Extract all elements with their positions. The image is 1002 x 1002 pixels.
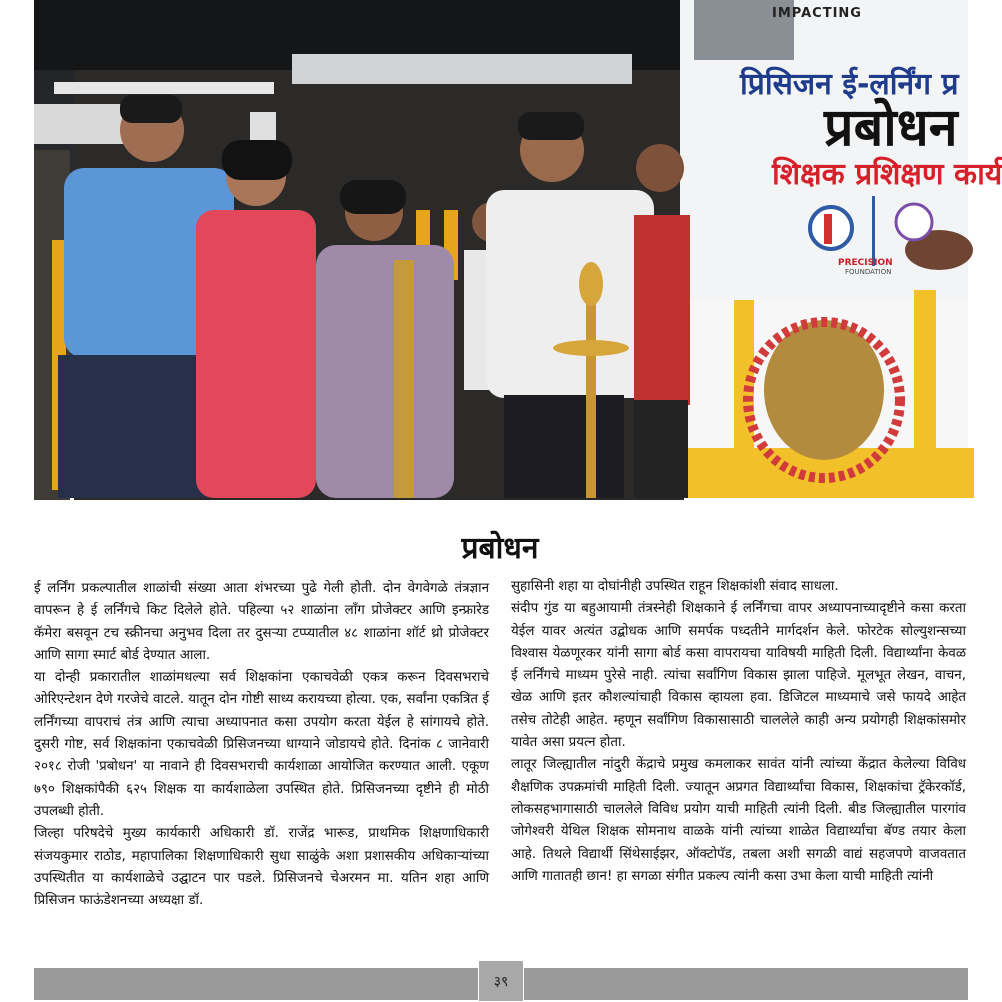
- banner-line-3: शिक्षक प्रशिक्षण कार्य: [772, 157, 1002, 192]
- paragraph: जिल्हा परिषदेचे मुख्य कार्यकारी अधिकारी डॉ. राजेंद्र भारूड, प्राथमिक शिक्षणाधिकारी संजयकुमार राठोड, महापालिका शिक्षणाधिकारी सुधा साळुंके अशा प्रशासकीय अधिकाऱ्यांच्या उपस्थितीत या कार्यशाळेचे उद्घाटन पार पडले. प्रिसिजनचे चेअरमन मा. यतिन शहा आणि प्रिसिजन फाऊंडेशनच्या अध्यक्षा डॉ.: [34, 826, 489, 909]
- banner-top-text: IMPACTING: [772, 6, 862, 21]
- left-column: [34, 578, 489, 912]
- logo-sub: FOUNDATION: [845, 268, 892, 276]
- paragraph: लातूर जिल्ह्यातील नांदुरी केंद्राचे प्रमुख कमलाकर सावंत यांनी त्यांच्या केंद्रात केलेल्या विविध शैक्षणिक उपक्रमांची माहिती दिली. ज्यातून अप्रगत विद्यार्थ्यांचा विकास, शिक्षकांचा ट्रॅकेरकॉर्ड, लोकसहभागासाठी चाललेले विविध प्रयोग याची माहिती त्यांनी दिली. बीड जिल्ह्यातील पारगांव जोगेश्वरी येथिल शिक्षक सोमनाथ वाळके यांनी त्यांच्या शाळेत विद्यार्थ्यांचा बॅण्ड तयार केला आहे. तिथले विद्यार्थी सिंथेसाईझर, ऑक्टोपॅड, तबला अशी सगळी वाद्यं सहजपणे वाजवतात आणि गातातही छान! हा सगळा संगीत प्रकल्प त्यांनी कसा उभा केला याची माहिती त्यांनी: [511, 757, 966, 884]
- right-column: [511, 576, 966, 888]
- logo-name: PRECISION: [838, 258, 893, 268]
- article-title: प्रबोधन: [461, 531, 539, 566]
- paragraph: या दोन्ही प्रकारातील शाळांमधल्या सर्व शिक्षकांना एकाचवेळी एकत्र करून दिवसभराचे ओरिएन्टेशन देणे गरजेचे वाटले. यातून दोन गोष्टी साध्य करायच्या होत्या. एक, सर्वांना एकत्रित ई लर्निंगच्या वापराचं तंत्र आणि त्याचा अध्यापनात कसा उपयोग करता येईल हे सांगायचे होते. दुसरी गोष्ट, सर्व शिक्षकांना एकाचवेळी प्रिसिजनच्या धाग्याने जोडायचे होते. दिनांक ८ जानेवारी २०१८ रोजी 'प्रबोधन' या नावाने ही दिवसभराची कार्यशाळा आयोजित करण्यात आली. एकूण ७९० शिक्षकांपैकी ६२५ शिक्षक या कार्यशाळेला उपस्थित होते. प्रिसिजनच्या दृष्टीने ही मोठी उपलब्धी होती.: [34, 670, 489, 819]
- event-photo: [34, 0, 1002, 498]
- paragraph: संदीप गुंड या बहुआयामी तंत्रस्नेही शिक्षकाने ई लर्निंगचा वापर अध्यापनाच्यादृष्टीने कसा करता येईल यावर अत्यंत उद्बोधक आणि समर्पक पध्दतीने मार्गदर्शन केले. फोरटेक सोल्युशन्सच्या विश्वास येळणूरकर यांनी सागा बोर्ड कसा वापरायचा याविषयी माहिती दिली. विद्यार्थ्यांना केवळ ई लर्निंगचे माध्यम पुरेसे नाही. त्यांचा सर्वांगिण विकास झाला पाहिजे. मूलभूत लेखन, वाचन, खेळ आणि इतर कौशल्यांचाही विकास व्हायला हवा. डिजिटल माध्यमाचे जसे फायदे आहेत तसेच तोटेही आहेत. म्हणून सर्वांगिण विकासासाठी चाललेले काही अन्य प्रयोगही शिक्षकांसमोर यावेत असा प्रयत्न होता.: [511, 601, 966, 751]
- page-number: ३९: [478, 960, 524, 1002]
- banner-line-2: प्रबोधन: [824, 98, 958, 158]
- banner-line-1: प्रिसिजन ई-लर्निंग प्र: [740, 67, 959, 102]
- paragraph: ई लर्निंग प्रकल्पातील शाळांची संख्या आता शंभरच्या पुढे गेली होती. दोन वेगवेगळे तंत्रज्ञान वापरून हे ई लर्निंगचे किट दिलेले होते. पहिल्या ५२ शाळांना लॉंग प्रोजेक्टर आणि इन्फ्रारेड कॅमेरा बसवून टच स्क्रीनचा अनुभव दिला तर दुसऱ्या टप्प्यातील ४८ शाळांना शॉर्ट थ्रो प्रोजेक्टर आणि सागा स्मार्ट बोर्ड देण्यात आला.: [34, 581, 489, 663]
- paragraph: सुहासिनी शहा या दोघांनीही उपस्थित राहून शिक्षकांशी संवाद साधला.: [511, 579, 839, 594]
